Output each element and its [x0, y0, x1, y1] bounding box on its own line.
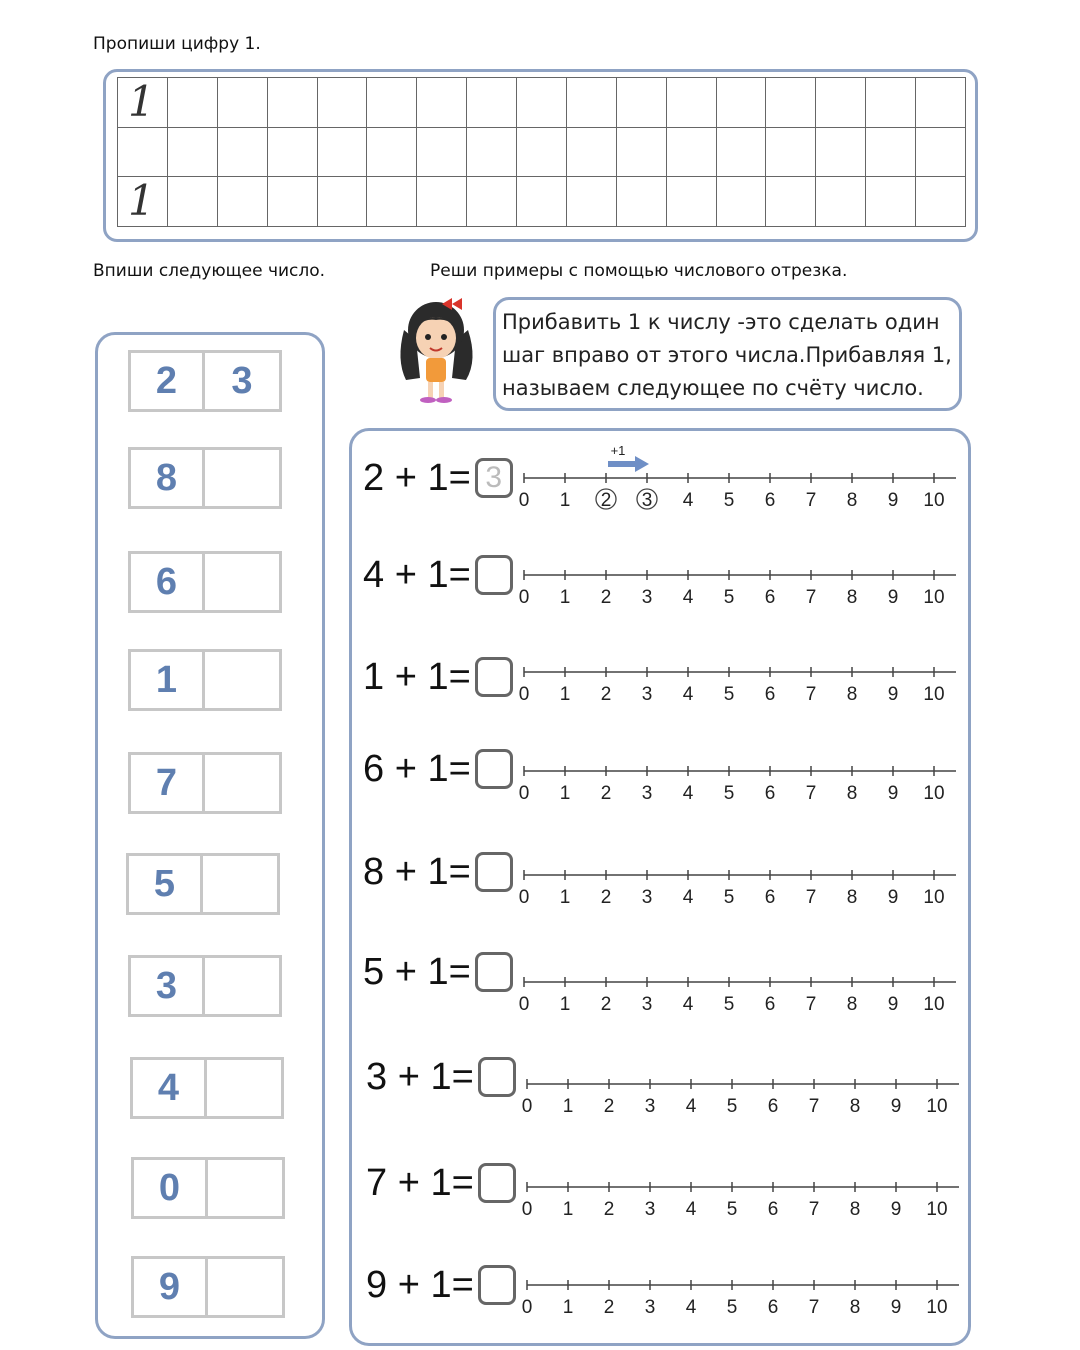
- tick-label: 8: [846, 887, 858, 908]
- tick-label: 9: [887, 684, 899, 705]
- tick-label: 2: [600, 587, 612, 608]
- next-number-instruction: Впиши следующее число.: [93, 261, 326, 281]
- tick-label: 1: [562, 1199, 574, 1220]
- tick-label: 5: [726, 1096, 738, 1117]
- tick-label: 5: [726, 1199, 738, 1220]
- tick-label: 4: [682, 587, 694, 608]
- tick-label: 6: [767, 1297, 779, 1318]
- tick-label: 1: [559, 994, 571, 1015]
- tick-label: 3: [641, 783, 653, 804]
- tick-label: 6: [764, 587, 776, 608]
- equation-text: 2 + 1=: [363, 456, 471, 499]
- tick-label: 3: [641, 587, 653, 608]
- tick-label: 3: [641, 684, 653, 705]
- tick-label: 9: [887, 783, 899, 804]
- tick-label: 6: [767, 1096, 779, 1117]
- tick-label: 4: [685, 1297, 697, 1318]
- given-number: 1: [128, 649, 205, 711]
- tick-label: 2: [600, 783, 612, 804]
- tick-label: 3: [641, 490, 653, 511]
- tick-label: 7: [805, 783, 817, 804]
- tick-label: 5: [723, 587, 735, 608]
- tick-label: 2: [600, 490, 612, 511]
- tick-label: 10: [926, 1297, 948, 1318]
- tick-label: 5: [723, 994, 735, 1015]
- sample-digit: 1: [128, 77, 155, 126]
- tick-label: 10: [926, 1199, 948, 1220]
- tick-label: 0: [518, 587, 530, 608]
- tick-label: 2: [603, 1297, 615, 1318]
- tick-label: 4: [685, 1199, 697, 1220]
- given-number: 8: [128, 447, 205, 509]
- equation-text: 9 + 1=: [366, 1263, 474, 1306]
- equation-answer-box[interactable]: 3: [475, 458, 513, 498]
- tick-label: 10: [923, 994, 945, 1015]
- given-number: 9: [131, 1256, 208, 1318]
- tick-label: 10: [926, 1096, 948, 1117]
- tick-label: 6: [764, 887, 776, 908]
- answer-box[interactable]: 3: [205, 350, 282, 412]
- tick-label: 5: [723, 684, 735, 705]
- tick-label: 10: [923, 490, 945, 511]
- tick-label: 6: [764, 684, 776, 705]
- tick-label: 7: [805, 887, 817, 908]
- equation-text: 6 + 1=: [363, 747, 471, 790]
- tick-label: 10: [923, 684, 945, 705]
- tick-label: 2: [603, 1199, 615, 1220]
- tick-label: 6: [767, 1199, 779, 1220]
- equation-text: 5 + 1=: [363, 950, 471, 993]
- sample-digit: 1: [128, 176, 155, 226]
- step-arrow-head: [635, 456, 649, 472]
- tick-label: 10: [923, 783, 945, 804]
- tick-label: 1: [559, 684, 571, 705]
- given-number: 2: [128, 350, 205, 412]
- tick-label: 0: [518, 490, 530, 511]
- equation-text: 8 + 1=: [363, 850, 471, 893]
- step-label: +1: [610, 443, 626, 458]
- equation-text: 4 + 1=: [363, 553, 471, 596]
- tick-label: 0: [518, 994, 530, 1015]
- tick-label: 3: [644, 1297, 656, 1318]
- tick-label: 0: [521, 1096, 533, 1117]
- tick-label: 2: [603, 1096, 615, 1117]
- tick-label: 4: [682, 887, 694, 908]
- tick-label: 10: [923, 587, 945, 608]
- given-number: 3: [128, 955, 205, 1017]
- given-number: 7: [128, 752, 205, 814]
- tick-label: 2: [600, 684, 612, 705]
- tick-label: 7: [805, 587, 817, 608]
- tick-label: 6: [764, 783, 776, 804]
- tick-label: 3: [644, 1199, 656, 1220]
- tick-label: 4: [682, 490, 694, 511]
- tick-label: 1: [559, 490, 571, 511]
- tick-label: 0: [518, 783, 530, 804]
- tick-label: 5: [723, 490, 735, 511]
- tick-label: 8: [849, 1199, 861, 1220]
- equation-text: 3 + 1=: [366, 1055, 474, 1098]
- tick-label: 9: [887, 887, 899, 908]
- tick-label: 10: [923, 887, 945, 908]
- tick-label: 6: [764, 490, 776, 511]
- tick-label: 1: [562, 1096, 574, 1117]
- tick-label: 4: [682, 994, 694, 1015]
- step-arrow-shaft: [608, 461, 635, 467]
- tick-label: 1: [559, 587, 571, 608]
- tick-label: 5: [726, 1297, 738, 1318]
- tick-label: 7: [808, 1096, 820, 1117]
- hint-line: называем следующее по счёту число.: [502, 376, 924, 400]
- tick-label: 3: [641, 994, 653, 1015]
- tick-label: 1: [559, 783, 571, 804]
- tick-label: 3: [641, 887, 653, 908]
- tick-label: 9: [890, 1297, 902, 1318]
- given-number: 0: [131, 1157, 208, 1219]
- given-number: 4: [130, 1057, 207, 1119]
- tick-label: 8: [849, 1096, 861, 1117]
- tick-label: 2: [600, 994, 612, 1015]
- tick-label: 0: [518, 887, 530, 908]
- tick-label: 4: [685, 1096, 697, 1117]
- tick-label: 9: [887, 490, 899, 511]
- tick-label: 1: [562, 1297, 574, 1318]
- given-number: 6: [128, 551, 205, 613]
- tick-label: 7: [808, 1199, 820, 1220]
- tick-label: 5: [723, 783, 735, 804]
- tick-label: 9: [887, 994, 899, 1015]
- tick-label: 8: [846, 490, 858, 511]
- tick-label: 1: [559, 887, 571, 908]
- tick-label: 7: [808, 1297, 820, 1318]
- tick-label: 6: [764, 994, 776, 1015]
- tick-label: 4: [682, 684, 694, 705]
- tick-label: 8: [846, 994, 858, 1015]
- tick-label: 8: [849, 1297, 861, 1318]
- hint-line: Прибавить 1 к числу -это сделать один: [502, 310, 940, 334]
- tick-label: 7: [805, 684, 817, 705]
- tick-label: 9: [887, 587, 899, 608]
- equation-text: 1 + 1=: [363, 655, 471, 698]
- tick-label: 3: [644, 1096, 656, 1117]
- tick-label: 5: [723, 887, 735, 908]
- tick-label: 8: [846, 587, 858, 608]
- given-number: 5: [126, 853, 203, 915]
- tick-label: 9: [890, 1199, 902, 1220]
- tick-label: 4: [682, 783, 694, 804]
- tick-label: 0: [518, 684, 530, 705]
- hint-line: шаг вправо от этого числа.Прибавляя 1,: [502, 343, 952, 367]
- tick-label: 7: [805, 490, 817, 511]
- tick-label: 8: [846, 684, 858, 705]
- tick-label: 9: [890, 1096, 902, 1117]
- tick-label: 8: [846, 783, 858, 804]
- tick-label: 7: [805, 994, 817, 1015]
- tick-label: 0: [521, 1199, 533, 1220]
- tick-label: 2: [600, 887, 612, 908]
- copy-instruction: Пропиши цифру 1.: [93, 34, 261, 54]
- tick-label: 0: [521, 1297, 533, 1318]
- number-line-instruction: Реши примеры с помощью числового отрезка.: [430, 261, 848, 281]
- equation-text: 7 + 1=: [366, 1161, 474, 1204]
